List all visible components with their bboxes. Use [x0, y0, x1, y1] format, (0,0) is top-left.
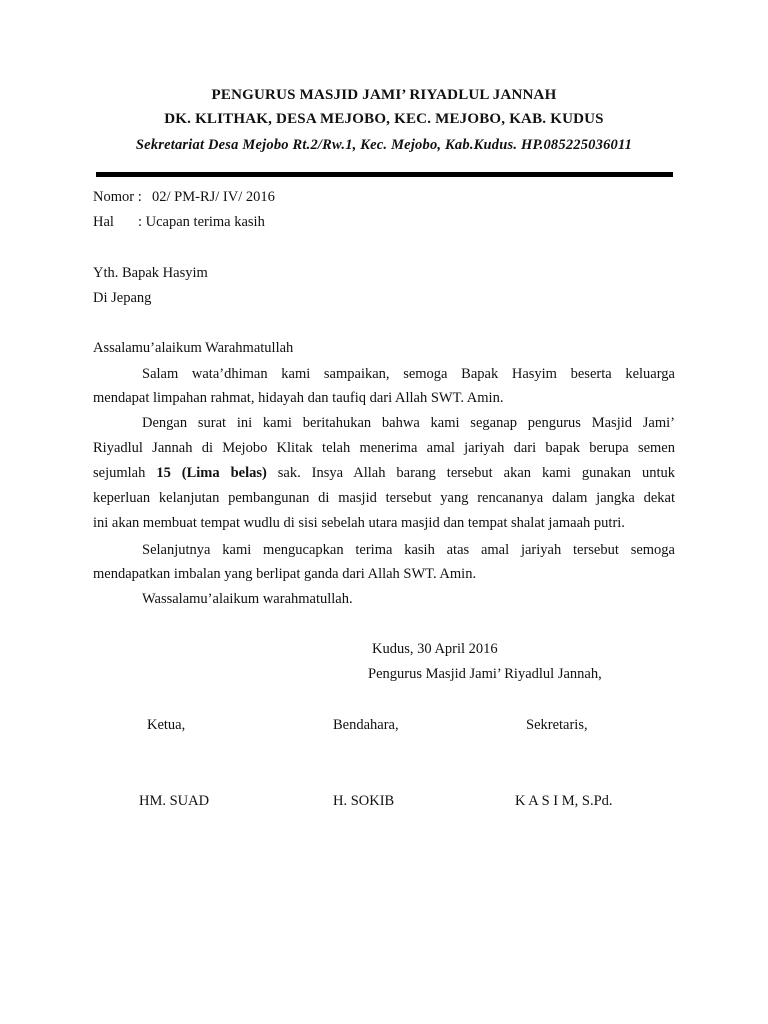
role-sekretaris: Sekretaris, — [526, 717, 588, 733]
paragraph-2-text: sak. Insya Allah barang tersebut akan kami gunakan untuk — [266, 465, 676, 481]
paragraph-3-line: mendapatkan imbalan yang berlipat ganda dari Allah SWT. Amin. — [93, 566, 477, 582]
paragraph-2-text: sejumlah — [93, 465, 157, 481]
role-ketua: Ketua, — [147, 717, 186, 733]
letterhead-divider — [96, 172, 673, 177]
recipient-name: Yth. Bapak Hasyim — [93, 265, 208, 281]
letterhead-secretariat: Sekretariat Desa Mejobo Rt.2/Rw.1, Kec. Mejobo, Kab.Kudus. HP.085225036011 — [135, 137, 633, 153]
letterhead-address: DK. KLITHAK, DESA MEJOBO, KEC. MEJOBO, KAB. KUDUS — [164, 111, 604, 127]
paragraph-2-line — [93, 465, 675, 482]
recipient-location: Di Jepang — [93, 290, 152, 306]
letterhead-org-name: PENGURUS MASJID JAMI’ RIYADLUL JANNAH — [211, 87, 557, 103]
place-date: Kudus, 30 April 2016 — [372, 641, 498, 657]
donation-amount: 15 (Lima belas) — [156, 465, 267, 481]
paragraph-2-line: Dengan surat ini kami beritahukan bahwa kami seganap pengurus Masjid Jami’ — [142, 415, 675, 431]
role-bendahara: Bendahara, — [333, 717, 399, 733]
paragraph-1-line: Salam wata’dhiman kami sampaikan, semoga Bapak Hasyim beserta keluarga — [142, 366, 675, 382]
paragraph-2-line: ini akan membuat tempat wudlu di sisi sebelah utara masjid dan tempat shalat jamaah putri. — [93, 515, 625, 531]
paragraph-2-line: Riyadlul Jannah di Mejobo Klitak telah menerima amal jariyah dari bapak berupa semen — [93, 440, 675, 456]
paragraph-3-line: Selanjutnya kami mengucapkan terima kasih atas amal jariyah tersebut semoga — [142, 542, 675, 558]
closing-salutation: Wassalamu’alaikum warahmatullah. — [142, 591, 353, 607]
greeting: Assalamu’alaikum Warahmatullah — [93, 340, 294, 356]
hal-label: Hal — [93, 214, 114, 230]
nomor-value: 02/ PM-RJ/ IV/ 2016 — [152, 189, 275, 205]
nomor-label: Nomor : — [93, 189, 142, 205]
paragraph-1-line: mendapat limpahan rahmat, hidayah dan taufiq dari Allah SWT. Amin. — [93, 390, 504, 406]
paragraph-2-line: keperluan kelanjutan pembangunan di masjid tersebut yang rencananya dalam jangka dekat — [93, 490, 675, 506]
signature-organization: Pengurus Masjid Jami’ Riyadlul Jannah, — [368, 666, 602, 682]
hal-value: : Ucapan terima kasih — [138, 214, 265, 230]
name-sekretaris: K A S I M, S.Pd. — [515, 793, 613, 809]
name-ketua: HM. SUAD — [139, 793, 210, 809]
name-bendahara: H. SOKIB — [333, 793, 395, 809]
